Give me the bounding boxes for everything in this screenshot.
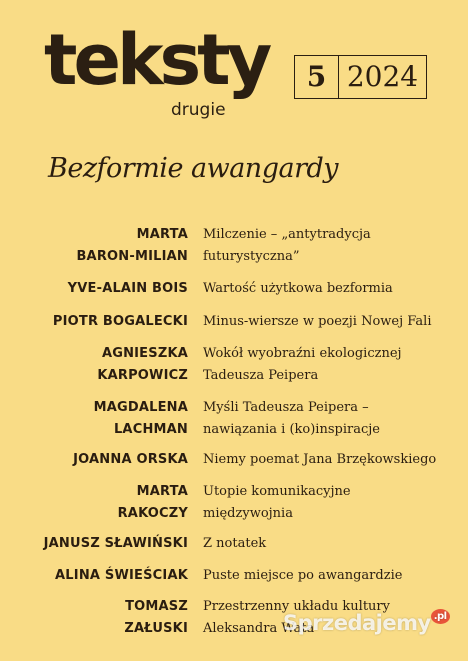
watermark-suffix: .pl [431,609,450,624]
journal-logo-subtitle: drugie [171,100,226,120]
toc-article-title: Wartość użytkowa bezformia [203,281,393,296]
toc-author: PIOTR BOGALECKI [52,314,188,329]
toc-article-title: Utopie komunikacyjne międzywojnia [203,484,351,521]
issue-number: 5 [294,56,339,98]
toc-author: JANUSZ SŁAWIŃSKI [43,536,188,551]
issue-year: 2024 [339,56,427,98]
toc-article-title: Z notatek [203,536,267,551]
toc-article-title: Milczenie – „antytradycja futurystyczna” [203,227,371,264]
toc-author: MARTA RAKOCZY [117,484,188,521]
toc-article-title: Minus-wiersze w poezji Nowej Fali [203,314,432,329]
issue-info-box [294,55,427,99]
toc-author: AGNIESZKA KARPOWICZ [97,346,188,383]
toc-author: JOANNA ORSKA [73,452,188,467]
site-watermark: Sprzedajemy $^{.pl}$ [283,611,450,635]
issue-title: Bezformie awangardy [48,153,339,184]
journal-logo: teksty [44,19,269,101]
toc-author: TOMASZ ZAŁUSKI [124,599,188,636]
toc-author: YVE-ALAIN BOIS [67,281,188,296]
toc-author: MAGDALENA LACHMAN [93,400,188,437]
toc-article-title: Puste miejsce po awangardzie [203,568,403,583]
toc-author: ALINA ŚWIEŚCIAK [55,568,188,583]
toc-author: MARTA BARON-MILIAN [76,227,188,264]
toc-article-title: Przestrzenny układu kultury Aleksandra Wata [203,599,390,636]
toc-article-title: Myśli Tadeusza Peipera – nawiązania i (ko)inspiracje [203,400,380,437]
toc-article-title: Niemy poemat Jana Brzękowskiego [203,452,437,467]
toc-article-title: Wokół wyobraźni ekologicznej Tadeusza Peipera [203,346,402,383]
